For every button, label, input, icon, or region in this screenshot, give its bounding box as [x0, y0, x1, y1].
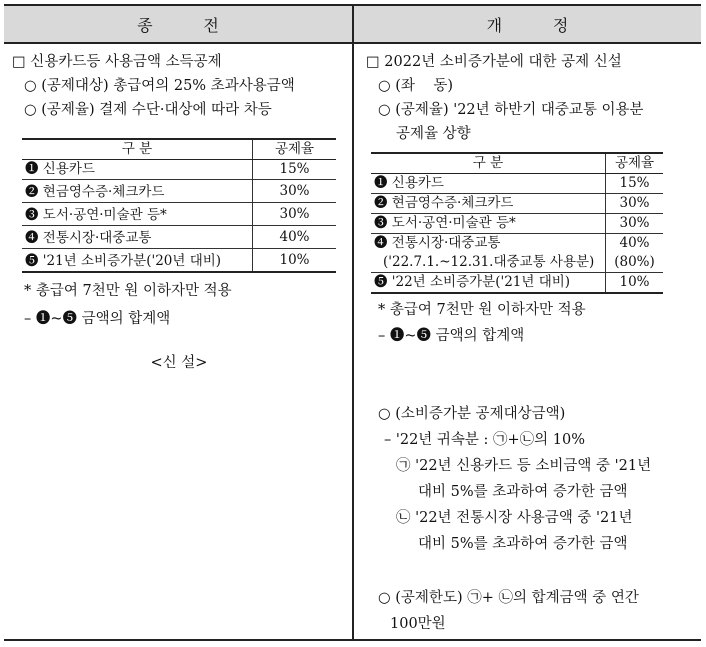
row-item: ❶ 신용카드 [371, 174, 606, 194]
after-column [366, 44, 698, 636]
row-rate: 30% [606, 214, 664, 234]
before-new-label: <신 설> [150, 355, 208, 371]
row-rate: 40% [253, 226, 337, 249]
row-rate: 15% [253, 160, 337, 180]
table-row [22, 180, 336, 203]
row-rate: 40% [606, 234, 664, 254]
before-heading: □ 신용카드등 사용금액 소득공제 [12, 54, 222, 70]
row-item: ❺ '21년 소비증가분('20년 대비) [22, 249, 253, 273]
before-bullet-target: ○ (공제대상) 총급여의 25% 초과사용금액 [24, 78, 295, 94]
row-rate: (80%) [606, 253, 664, 273]
after-limit-2: 100만원 [390, 616, 446, 632]
comparison-table [4, 4, 701, 641]
after-item-b-2: 대비 5%를 초과하여 증가한 금액 [418, 536, 628, 552]
table-header-category: 구 분 [371, 153, 606, 174]
row-item: ❸ 도서·공연·미술관 등* [371, 214, 606, 234]
before-note-sum: – ❶~❺ 금액의 합계액 [24, 311, 171, 327]
row-item: ❷ 현금영수증·체크카드 [22, 180, 253, 203]
header-after [354, 6, 701, 44]
table-row [371, 273, 663, 294]
after-bullet-rate: ○ (공제율) '22년 하반기 대중교통 이용분 [378, 102, 644, 118]
after-item-b-1: ㉡ '22년 전통시장 사용금액 중 '21년 [396, 510, 633, 526]
table-header-category: 구 분 [22, 139, 253, 160]
table-header-row [371, 153, 663, 174]
before-note-income: * 총급여 7천만 원 이하자만 적용 [24, 283, 232, 299]
row-rate: 10% [606, 273, 664, 294]
before-column [12, 44, 346, 375]
before-rate-table [22, 138, 336, 273]
after-item-a-2: 대비 5%를 초과하여 증가한 금액 [418, 484, 628, 500]
header-after-label: 개 정 [486, 15, 569, 35]
row-rate: 15% [606, 174, 664, 194]
before-bullet-rate: ○ (공제율) 결제 수단·대상에 따라 차등 [24, 102, 272, 118]
table-row [22, 249, 336, 273]
after-bullet-rate-cont: 공제율 상향 [396, 126, 471, 142]
row-item: ❺ '22년 소비증가분('21년 대비) [371, 273, 606, 294]
after-note-income: * 총급여 7천만 원 이하자만 적용 [378, 302, 586, 318]
table-header-row [22, 139, 336, 160]
row-rate: 30% [606, 194, 664, 214]
row-item: ❹ 전통시장·대중교통 [374, 235, 501, 251]
row-item: ❹ 전통시장·대중교통 [22, 226, 253, 249]
row-item: ❶ 신용카드 [22, 160, 253, 180]
column-divider [352, 6, 354, 639]
header-before-label: 종 전 [137, 15, 219, 35]
table-row [371, 174, 663, 194]
table-row [22, 226, 336, 249]
after-limit-1: ○ (공제한도) ㉠+ ㉡의 합계금액 중 연간 [378, 590, 639, 606]
table-header-rate: 공제율 [606, 153, 664, 174]
row-rate: 30% [253, 180, 337, 203]
table-header-rate: 공제율 [253, 139, 337, 160]
row-item: ❷ 현금영수증·체크카드 [371, 194, 606, 214]
header-before [4, 6, 352, 44]
after-increase-title: ○ (소비증가분 공제대상금액) [378, 406, 566, 422]
table-row [22, 203, 336, 226]
table-row [371, 194, 663, 214]
after-heading: □ 2022년 소비증가분에 대한 공제 신설 [366, 54, 622, 70]
row-rate: 30% [253, 203, 337, 226]
after-rate-table [371, 152, 663, 294]
table-row [371, 234, 663, 254]
after-increase-line: – '22년 귀속분 : ㉠+㉡의 10% [384, 432, 586, 448]
row-item: ('22.7.1.~12.31.대중교통 사용분) [371, 253, 606, 273]
after-bullet-same: ○ (좌 동) [378, 78, 454, 94]
row-rate: 10% [253, 249, 337, 273]
table-row [371, 253, 663, 273]
table-row [22, 160, 336, 180]
table-row [371, 214, 663, 234]
after-item-a-1: ㉠ '22년 신용카드 등 소비금액 중 '21년 [396, 458, 652, 474]
row-item: ❸ 도서·공연·미술관 등* [22, 203, 253, 226]
after-note-sum: – ❶~❺ 금액의 합계액 [378, 328, 525, 344]
